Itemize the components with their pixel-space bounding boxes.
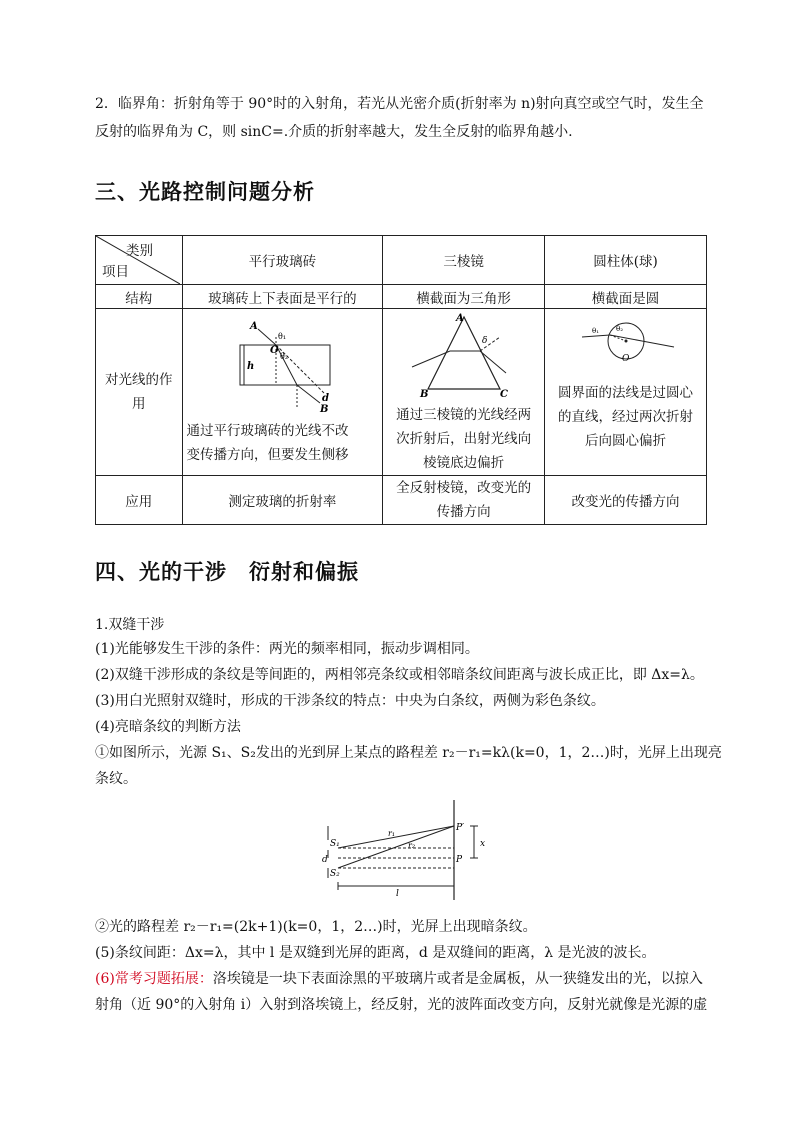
effect-cylinder-text-1: 圆界面的法线是过圆心 — [558, 385, 694, 401]
effect-cylinder-text-3: 后向圆心偏折 — [585, 433, 667, 449]
structure-prism: 横截面为三角形 — [383, 285, 545, 309]
effect-label: 对光线的作 用 — [96, 309, 183, 476]
slit-label-x: x — [480, 839, 486, 849]
app-cylinder: 改变光的传播方向 — [545, 476, 707, 525]
slit-label-S2: S₂ — [330, 869, 340, 879]
prism-label-A: A — [455, 313, 464, 324]
slab-label-t1: θ₁ — [278, 332, 287, 341]
effect-prism-text-1: 通过三棱镜的光线经两 — [396, 407, 532, 423]
section-4-title: 四、光的干涉 衍射和偏振 — [95, 560, 359, 584]
structure-slab: 玻璃砖上下表面是平行的 — [182, 285, 383, 309]
effect-prism-text-3: 棱镜底边偏折 — [423, 455, 505, 471]
body-line-5: (4)亮暗条纹的判断方法 — [95, 719, 241, 735]
body-line-6: ①如图所示，光源 S₁、S₂发出的光到屏上某点的路程差 r₂－r₁=kλ(k=0，1，2…)时，光屏上出现亮 — [95, 745, 722, 761]
double-slit-diagram — [318, 796, 498, 912]
intro-line-1: 2．临界角：折射角等于 90°时的入射角，若光从光密介质(折射率为 n)射向真空或空气时，发生全 — [95, 96, 704, 112]
header-prism: 三棱镜 — [383, 236, 545, 285]
body-line-9: (5)条纹间距：Δx=λ，其中 l 是双缝到光屏的距离，d 是双缝间的距离，λ 是光波的波长。 — [95, 945, 656, 961]
table-header-row — [96, 236, 707, 285]
effect-prism — [383, 309, 545, 476]
row-effect — [96, 309, 707, 476]
slit-label-r1: r₁ — [388, 829, 396, 838]
slit-label-l: l — [396, 889, 399, 899]
corner-category: 类别 — [126, 243, 153, 259]
body-line-4: (3)用白光照射双缝时，形成的干涉条纹的特点：中央为白条纹，两侧为彩色条纹。 — [95, 693, 605, 709]
effect-slab-text-2: 变传播方向，但要发生侧移 — [186, 447, 349, 463]
slit-label-P1: P′ — [456, 823, 465, 833]
row-application — [96, 476, 707, 525]
body-line-10: (6)常考习题拓展：洛埃镜是一块下表面涂黑的平玻璃片或者是金属板，从一狭缝发出的光，以掠入 — [95, 971, 703, 987]
app-prism: 全反射棱镜，改变光的 传播方向 — [383, 476, 545, 525]
body-line-1: 1.双缝干涉 — [95, 617, 165, 633]
header-slab: 平行玻璃砖 — [182, 236, 383, 285]
cylinder-label-t1: θ₁ — [591, 327, 599, 335]
effect-cylinder — [545, 309, 707, 476]
slab-diagram — [192, 315, 372, 415]
effect-slab-text-1: 通过平行玻璃砖的光线不改 — [186, 423, 349, 439]
slab-label-O: O — [270, 345, 280, 356]
prism-label-B: B — [419, 389, 429, 399]
body-line-2: (1)光能够发生干涉的条件：两光的频率相同，振动步调相同。 — [95, 641, 479, 657]
extension-tag: (6)常考习题拓展： — [95, 971, 213, 987]
body-line-7: 条纹。 — [95, 771, 137, 787]
slit-label-P: P — [456, 855, 463, 865]
slit-label-S1: S₁ — [330, 839, 340, 849]
app-slab: 测定玻璃的折射率 — [182, 476, 383, 525]
slab-label-h: h — [247, 361, 255, 372]
slab-label-B: B — [320, 404, 329, 415]
optics-table — [95, 235, 707, 525]
body-line-11: 射角（近 90°的入射角 i）入射到洛埃镜上，经反射，光的波阵面改变方向，反射光就像是光源的虚 — [95, 997, 708, 1013]
cylinder-diagram — [556, 317, 696, 377]
effect-slab — [182, 309, 383, 476]
intro-line-2: 反射的临界角为 C，则 sinC=.介质的折射率越大，发生全反射的临界角越小. — [95, 124, 573, 140]
corner-cell — [96, 236, 183, 285]
prism-label-delta: δ — [481, 336, 488, 346]
prism-label-C: C — [499, 389, 508, 399]
slab-label-A: A — [250, 321, 259, 332]
app-label: 应用 — [96, 476, 183, 525]
cylinder-label-t2: θ₂ — [615, 325, 623, 333]
header-cylinder: 圆柱体(球) — [545, 236, 707, 285]
slit-label-r2: r₂ — [408, 841, 416, 850]
slab-label-t2: θ₂ — [280, 352, 289, 361]
body-line-3: (2)双缝干涉形成的条纹是等间距的，两相邻亮条纹或相邻暗条纹间距离与波长成正比，即 Δx=λ。 — [95, 667, 704, 683]
row-structure — [96, 285, 707, 309]
corner-item: 项目 — [102, 264, 129, 280]
slit-label-d: d — [322, 855, 328, 865]
structure-label: 结构 — [96, 285, 183, 309]
cylinder-label-O: O — [621, 354, 629, 364]
effect-cylinder-text-2: 的直线，经过两次折射 — [558, 409, 694, 425]
effect-prism-text-2: 次折射后，出射光线向 — [396, 431, 532, 447]
body-line-8: ②光的路程差 r₂－r₁=(2k+1)(k=0，1，2…)时，光屏上出现暗条纹。 — [95, 919, 537, 935]
slab-label-d: d — [322, 393, 330, 404]
section-3-title: 三、光路控制问题分析 — [95, 180, 315, 204]
structure-cylinder: 横截面是圆 — [545, 285, 707, 309]
prism-diagram — [394, 311, 534, 399]
